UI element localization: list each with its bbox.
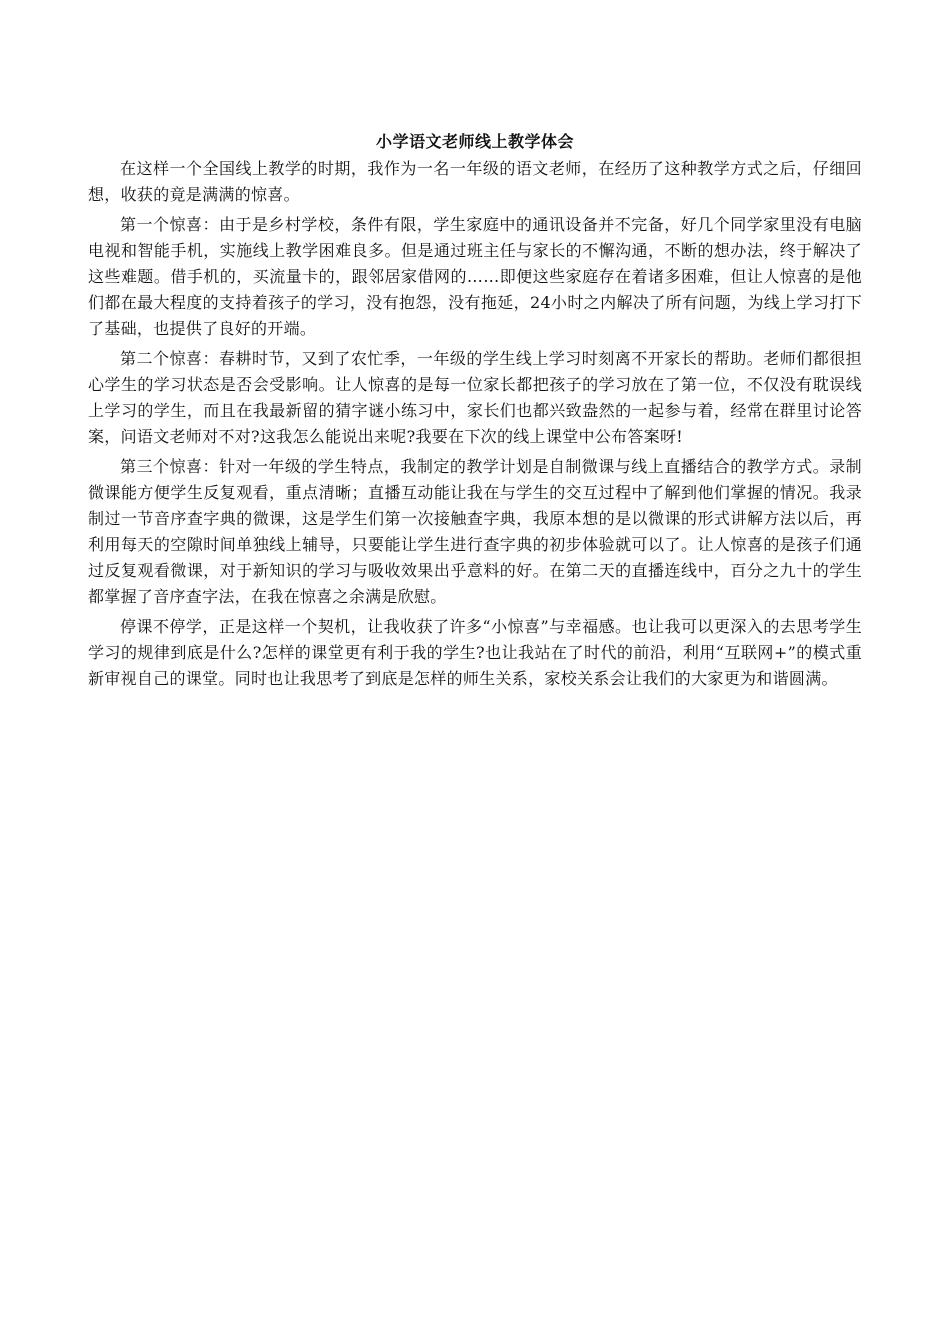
- paragraph-conclusion: 停课不停学，正是这样一个契机，让我收获了许多“小惊喜”与幸福感。也让我可以更深入的去思考学生学习的规律到底是什么?怎样的课堂更有利于我的学生?也让我站在了时代的前沿，利用“互联网+”的模式重新审视自己的课堂。同时也让我思考了到底是怎样的师生关系，家校关系会让我们的大家更为和谐圆满。: [88, 617, 862, 688]
- paragraph-first-surprise: 第一个惊喜：由于是乡村学校，条件有限，学生家庭中的通讯设备并不完备，好几个同学家里没有电脑电视和智能手机，实施线上教学困难良多。但是通过班主任与家长的不懈沟通，不断的想办法，终于解决了这些难题。借手机的，买流量卡的，跟邻居家借网的……即便这些家庭存在着诸多困难，但让人惊喜的是他们都在最大程度的支持着孩子的学习，没有抱怨，没有拖延，24小时之内解决了所有问题，为线上学习打下了基础，也提供了良好的开端。: [88, 215, 862, 338]
- document-page: [88, 130, 862, 696]
- document-title: 小学语文老师线上教学体会: [375, 132, 574, 151]
- paragraph-intro: 在这样一个全国线上教学的时期，我作为一名一年级的语文老师，在经历了这种教学方式之后，仔细回想，收获的竟是满满的惊喜。: [88, 159, 862, 204]
- paragraph-second-surprise: 第二个惊喜：春耕时节，又到了农忙季，一年级的学生线上学习时刻离不开家长的帮助。老师们都很担心学生的学习状态是否会受影响。让人惊喜的是每一位家长都把孩子的学习放在了第一位，不仅没有耽误线上学习的学生，而且在我最新留的猜字谜小练习中，家长们也都兴致盎然的一起参与着，经常在群里讨论答案，问语文老师对不对?这我怎么能说出来呢?我要在下次的线上课堂中公布答案呀!: [88, 349, 862, 446]
- paragraph-third-surprise: 第三个惊喜：针对一年级的学生特点，我制定的教学计划是自制微课与线上直播结合的教学方式。录制微课能方便学生反复观看，重点清晰；直播互动能让我在与学生的交互过程中了解到他们掌握的情况。我录制过一节音序查字典的微课，这是学生们第一次接触查字典，我原本想的是以微课的形式讲解方法以后，再利用每天的空隙时间单独线上辅导，只要能让学生进行查字典的初步体验就可以了。让人惊喜的是孩子们通过反复观看微课，对于新知识的学习与吸收效果出乎意料的好。在第二天的直播连线中，百分之九十的学生都掌握了音序查字法，在我在惊喜之余满是欣慰。: [88, 457, 862, 606]
